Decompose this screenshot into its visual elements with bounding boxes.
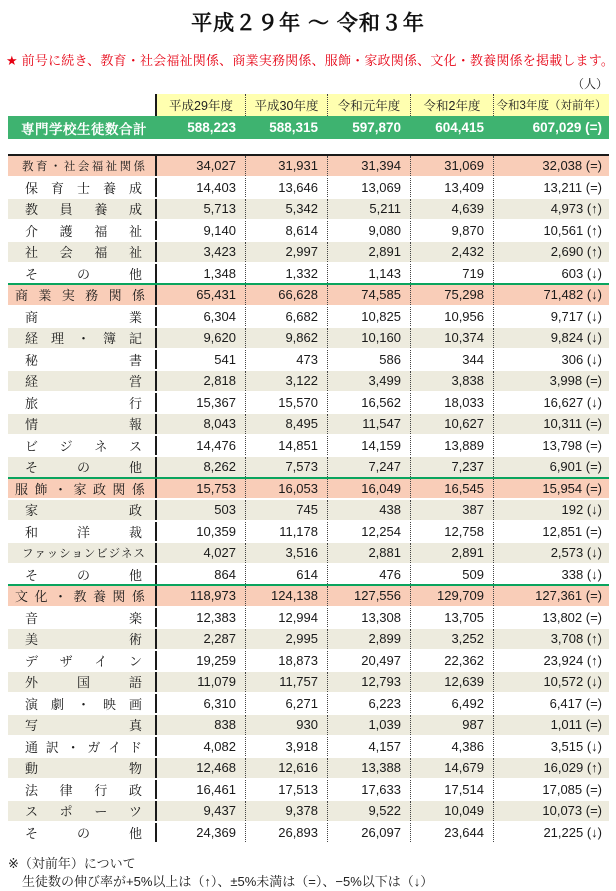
row-label: 情 報: [8, 414, 157, 434]
row-label: 秘 書: [8, 350, 157, 370]
value-cell-with-trend: 16,029 (↑): [493, 758, 609, 778]
row-label: 社 会 福 祉: [8, 242, 157, 262]
table-row: [8, 326, 609, 348]
value-cell-with-trend: 10,073 (=): [493, 801, 609, 821]
table-row: [8, 520, 609, 542]
value-cell: 17,514: [410, 780, 493, 800]
row-label: 音 楽: [8, 608, 157, 628]
value-cell: 20,497: [327, 651, 410, 671]
value-cell: 16,049: [327, 479, 410, 499]
value-cell-with-trend: 9,824 (↓): [493, 328, 609, 348]
row-label: 介 護 福 祉: [8, 221, 157, 241]
value-cell: 75,298: [410, 285, 493, 305]
table-row: [8, 348, 609, 370]
value-cell: 5,211: [327, 199, 410, 219]
value-cell: 387: [410, 500, 493, 520]
value-cell: 838: [214, 717, 236, 733]
table-row: [8, 434, 609, 456]
value-cell: 745: [245, 500, 327, 520]
table-row: [8, 563, 609, 585]
value-cell: 118,973: [189, 588, 236, 604]
table-row: [8, 176, 609, 198]
value-cell-with-trend: 3,708 (↑): [493, 629, 609, 649]
total-value-cell: 588,223: [187, 120, 236, 135]
value-cell: 9,140: [203, 222, 236, 238]
value-cell-with-trend: 3,515 (↓): [493, 737, 609, 757]
value-cell: 12,383: [196, 609, 236, 625]
value-cell: 14,403: [196, 179, 236, 195]
value-cell-with-trend: 10,311 (=): [493, 414, 609, 434]
value-cell: 12,616: [245, 758, 327, 778]
value-cell: 13,388: [327, 758, 410, 778]
table-row: [8, 541, 609, 563]
total-value-cell: 588,315: [269, 120, 318, 135]
value-cell: 24,369: [196, 824, 236, 840]
value-cell: 14,679: [410, 758, 493, 778]
value-cell: 127,556: [327, 586, 410, 606]
table-row: [8, 799, 609, 821]
value-cell: 344: [410, 350, 493, 370]
value-cell: 4,157: [327, 737, 410, 757]
table-row: [8, 369, 609, 391]
table-row: [8, 756, 609, 778]
row-label: 旅 行: [8, 393, 157, 413]
value-cell: 16,461: [196, 781, 236, 797]
unit-label: （人）: [571, 77, 608, 91]
value-cell-with-trend: 338 (↓): [493, 565, 609, 585]
value-cell-with-trend: 127,361 (=): [493, 586, 609, 606]
value-cell: 14,159: [327, 436, 410, 456]
value-cell-with-trend: 32,038 (=): [493, 156, 609, 176]
row-label: 動 物: [8, 758, 157, 778]
value-cell: 13,069: [327, 178, 410, 198]
year-header-r3: 令和3年度（対前年）: [493, 94, 609, 116]
value-cell: 9,870: [410, 221, 493, 241]
value-cell: 12,793: [327, 672, 410, 692]
table-row: [8, 219, 609, 241]
value-cell: 6,310: [203, 695, 236, 711]
row-label: そ の 他: [8, 823, 157, 843]
value-cell: 12,254: [327, 522, 410, 542]
value-cell: 15,367: [196, 394, 236, 410]
value-cell: 3,516: [245, 543, 327, 563]
total-value-cell: 604,415: [435, 120, 484, 135]
row-label: ビ ジ ネ ス: [8, 436, 157, 456]
table-row: [8, 412, 609, 434]
value-cell: 2,891: [327, 242, 410, 262]
value-cell: 15,570: [245, 393, 327, 413]
value-cell: 2,997: [245, 242, 327, 262]
row-label: 通 訳 ・ ガ イ ド: [8, 737, 157, 757]
value-cell: 6,223: [327, 694, 410, 714]
value-cell: 11,757: [245, 672, 327, 692]
value-cell-with-trend: 10,572 (↓): [493, 672, 609, 692]
value-cell: 719: [410, 264, 493, 284]
table-row: [8, 627, 609, 649]
value-cell-with-trend: 192 (↓): [493, 500, 609, 520]
value-cell: 6,271: [245, 694, 327, 714]
value-cell-with-trend: 4,973 (↑): [493, 199, 609, 219]
row-label: そ の 他: [8, 565, 157, 585]
value-cell: 3,122: [245, 371, 327, 391]
value-cell-with-trend: 3,998 (=): [493, 371, 609, 391]
row-label: 教 員 養 成: [8, 199, 157, 219]
value-cell: 10,956: [410, 307, 493, 327]
value-cell: 10,374: [410, 328, 493, 348]
value-cell: 26,893: [245, 823, 327, 843]
value-cell: 8,262: [203, 459, 236, 475]
value-cell: 6,492: [410, 694, 493, 714]
value-cell: 1,039: [327, 715, 410, 735]
value-cell-with-trend: 6,417 (=): [493, 694, 609, 714]
value-cell: 34,027: [196, 158, 236, 174]
row-label: 経 理 ・ 簿 記: [8, 328, 157, 348]
value-cell: 4,082: [203, 738, 236, 754]
table-row: [8, 262, 609, 284]
value-cell: 65,431: [196, 287, 236, 303]
table-row: [8, 455, 609, 477]
row-label: 法 律 行 政: [8, 780, 157, 800]
value-cell: 8,495: [245, 414, 327, 434]
row-label: そ の 他: [8, 457, 157, 477]
value-cell: 509: [410, 565, 493, 585]
value-cell: 5,342: [245, 199, 327, 219]
value-cell: 2,899: [327, 629, 410, 649]
total-row: [8, 116, 609, 139]
header-spacer-cell: [8, 94, 157, 116]
value-cell: 16,545: [410, 479, 493, 499]
row-label: 写 真: [8, 715, 157, 735]
section-label: 商 業 実 務 関 係: [8, 285, 157, 305]
value-cell: 3,918: [245, 737, 327, 757]
value-cell: 23,644: [410, 823, 493, 843]
value-cell: 11,079: [197, 674, 236, 690]
total-value-cell: 597,870: [352, 120, 401, 135]
value-cell-with-trend: 1,011 (=): [493, 715, 609, 735]
value-cell: 74,585: [327, 285, 410, 305]
value-cell-with-trend: 9,717 (↓): [493, 307, 609, 327]
value-cell: 2,287: [203, 631, 236, 647]
row-label: そ の 他: [8, 264, 157, 284]
value-cell: 12,468: [196, 760, 236, 776]
value-cell: 503: [214, 502, 236, 518]
table-row: [8, 713, 609, 735]
year-header-r1: 令和元年度: [327, 94, 410, 116]
value-cell-with-trend: 603 (↓): [493, 264, 609, 284]
value-cell: 26,097: [327, 823, 410, 843]
row-label: 家 政: [8, 500, 157, 520]
value-cell-with-trend: 71,482 (↓): [493, 285, 609, 305]
value-cell-with-trend: 13,211 (=): [493, 178, 609, 198]
value-cell: 124,138: [245, 586, 327, 606]
value-cell: 1,332: [245, 264, 327, 284]
table-row: [8, 305, 609, 327]
value-cell: 1,348: [203, 265, 236, 281]
table-row: [8, 692, 609, 714]
value-cell: 17,633: [327, 780, 410, 800]
value-cell: 10,359: [196, 523, 236, 539]
row-label: 保 育 士 養 成: [8, 178, 157, 198]
value-cell-with-trend: 15,954 (=): [493, 479, 609, 499]
value-cell: 4,386: [410, 737, 493, 757]
value-cell: 13,705: [410, 608, 493, 628]
value-cell: 1,143: [327, 264, 410, 284]
value-cell: 66,628: [245, 285, 327, 305]
table-body: [8, 154, 609, 842]
value-cell-with-trend: 2,690 (↑): [493, 242, 609, 262]
table-row: [8, 391, 609, 413]
table-gap: [8, 139, 609, 154]
table-row: [8, 778, 609, 800]
row-label: ス ポ ー ツ: [8, 801, 157, 821]
footnote-line1: ※（対前年）について: [8, 856, 136, 871]
page-title: 平成２９年 ～ 令和３年: [191, 12, 425, 35]
value-cell: 3,252: [410, 629, 493, 649]
footnote-line2: 生徒数の伸び率が+5%以上は（↑）、±5%未満は（=）、−5%以下は（↓）: [22, 873, 434, 889]
value-cell: 18,873: [245, 651, 327, 671]
value-cell: 16,053: [245, 479, 327, 499]
value-cell: 13,646: [245, 178, 327, 198]
value-cell: 614: [245, 565, 327, 585]
section-row: [8, 283, 609, 305]
value-cell: 129,709: [410, 586, 493, 606]
section-row: [8, 584, 609, 606]
row-label: デ ザ イ ン: [8, 651, 157, 671]
table-row: [8, 240, 609, 262]
value-cell: 12,994: [245, 608, 327, 628]
value-cell-with-trend: 10,561 (↑): [493, 221, 609, 241]
value-cell: 13,308: [327, 608, 410, 628]
value-cell: 16,562: [327, 393, 410, 413]
table-row: [8, 197, 609, 219]
value-cell-with-trend: 13,798 (=): [493, 436, 609, 456]
value-cell-with-trend: 23,924 (↑): [493, 651, 609, 671]
section-row: [8, 156, 609, 176]
value-cell: 11,178: [245, 522, 327, 542]
value-cell: 2,995: [245, 629, 327, 649]
value-cell: 3,838: [410, 371, 493, 391]
value-cell: 541: [214, 351, 236, 367]
value-cell: 9,620: [203, 330, 236, 346]
row-label: 経 営: [8, 371, 157, 391]
value-cell-with-trend: 2,573 (↓): [493, 543, 609, 563]
section-label: 教 育 ・ 社 会 福 祉 関 係: [8, 156, 157, 176]
row-label: 商 業: [8, 307, 157, 327]
value-cell: 9,437: [203, 803, 236, 819]
value-cell: 9,522: [327, 801, 410, 821]
value-cell: 473: [245, 350, 327, 370]
value-cell: 19,259: [196, 652, 236, 668]
value-cell: 12,758: [410, 522, 493, 542]
value-cell-with-trend: 17,085 (=): [493, 780, 609, 800]
value-cell: 7,237: [410, 457, 493, 477]
value-cell: 7,247: [327, 457, 410, 477]
value-cell-with-trend: 306 (↓): [493, 350, 609, 370]
value-cell: 10,160: [327, 328, 410, 348]
table-row: [8, 649, 609, 671]
value-cell: 15,753: [196, 480, 236, 496]
value-cell: 2,891: [410, 543, 493, 563]
row-label: 外 国 語: [8, 672, 157, 692]
value-cell: 864: [214, 566, 236, 582]
table-row: [8, 670, 609, 692]
table-row: [8, 821, 609, 843]
value-cell: 4,639: [410, 199, 493, 219]
value-cell-with-trend: 16,627 (↓): [493, 393, 609, 413]
value-cell: 3,499: [327, 371, 410, 391]
total-value-cell-with-trend: 607,029 (=): [532, 120, 602, 135]
table-row: [8, 606, 609, 628]
value-cell: 8,614: [245, 221, 327, 241]
value-cell: 13,889: [410, 436, 493, 456]
value-cell: 14,476: [196, 437, 236, 453]
value-cell: 930: [245, 715, 327, 735]
total-row-label: 専門学校生徒数合計: [21, 121, 147, 137]
value-cell-with-trend: 12,851 (=): [493, 522, 609, 542]
value-cell: 10,825: [327, 307, 410, 327]
value-cell: 9,080: [327, 221, 410, 241]
table-row: [8, 498, 609, 520]
value-cell: 11,547: [327, 414, 410, 434]
value-cell: 10,627: [410, 414, 493, 434]
value-cell: 987: [410, 715, 493, 735]
value-cell: 2,881: [327, 543, 410, 563]
value-cell: 22,362: [410, 651, 493, 671]
row-label: 演 劇 ・ 映 画: [8, 694, 157, 714]
value-cell: 8,043: [203, 416, 236, 432]
section-label: 服 飾 ・ 家 政 関 係: [8, 479, 157, 499]
value-cell: 14,851: [245, 436, 327, 456]
value-cell: 2,432: [410, 242, 493, 262]
value-cell: 12,639: [410, 672, 493, 692]
year-header-h29: 平成29年度: [157, 94, 245, 116]
year-header-r2: 令和2年度: [410, 94, 493, 116]
value-cell: 586: [327, 350, 410, 370]
value-cell-with-trend: 21,225 (↓): [493, 823, 609, 843]
student-count-table: [8, 94, 609, 842]
value-cell: 476: [327, 565, 410, 585]
value-cell: 7,573: [245, 457, 327, 477]
value-cell: 18,033: [410, 393, 493, 413]
value-cell: 3,423: [203, 244, 236, 260]
value-cell: 10,049: [410, 801, 493, 821]
value-cell: 31,394: [327, 156, 410, 176]
value-cell: 6,304: [203, 308, 236, 324]
value-cell: 17,513: [245, 780, 327, 800]
row-label: 美 術: [8, 629, 157, 649]
value-cell: 6,682: [245, 307, 327, 327]
section-label: 文 化 ・ 教 養 関 係: [8, 586, 157, 606]
value-cell: 438: [327, 500, 410, 520]
footnote: [8, 855, 616, 890]
row-label: 和 洋 裁: [8, 522, 157, 542]
table-header-row: [8, 94, 609, 116]
value-cell-with-trend: 6,901 (=): [493, 457, 609, 477]
value-cell: 13,409: [410, 178, 493, 198]
value-cell: 2,818: [203, 373, 236, 389]
value-cell: 4,027: [203, 545, 236, 561]
value-cell: 5,713: [203, 201, 236, 217]
row-label: フ ァ ッ シ ョ ン ビ ジ ネ ス: [8, 543, 157, 563]
value-cell: 31,069: [410, 156, 493, 176]
value-cell: 31,931: [245, 156, 327, 176]
value-cell: 9,862: [245, 328, 327, 348]
year-header-h30: 平成30年度: [245, 94, 327, 116]
value-cell-with-trend: 13,802 (=): [493, 608, 609, 628]
value-cell: 9,378: [245, 801, 327, 821]
intro-note: ★ 前号に続き、教育・社会福祉関係、商業実務関係、服飾・家政関係、文化・教養関係を掲載します。: [6, 53, 615, 68]
table-row: [8, 735, 609, 757]
section-row: [8, 477, 609, 499]
